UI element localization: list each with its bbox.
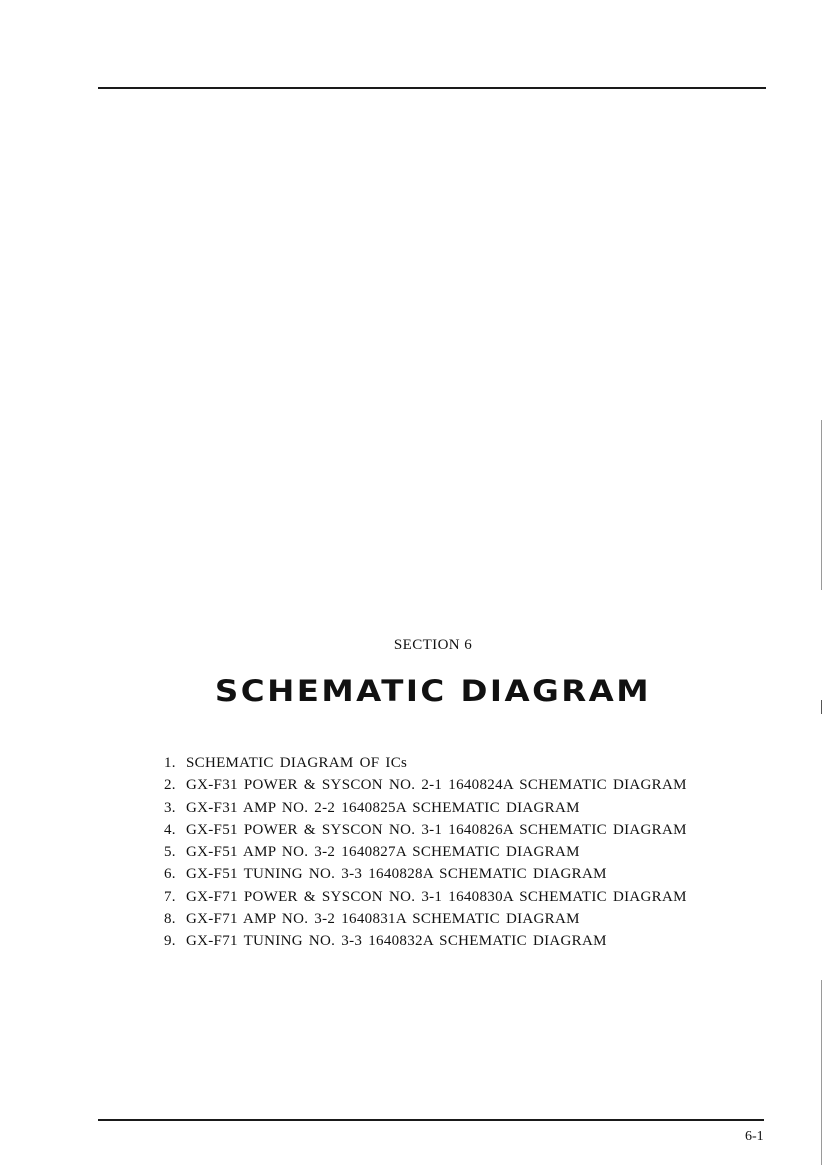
item-text: GX-F71 POWER & SYSCON NO. 3-1 1640830A SCHEMATIC DIAGRAM [186,888,687,905]
item-text: GX-F51 POWER & SYSCON NO. 3-1 1640826A SCHEMATIC DIAGRAM [186,821,687,838]
bottom-rule [98,1119,764,1121]
item-number: 4. [164,821,176,838]
top-rule [98,87,766,89]
item-text: GX-F31 POWER & SYSCON NO. 2-1 1640824A SCHEMATIC DIAGRAM [186,777,687,794]
list-item [164,797,687,819]
section-label: SECTION 6 [393,637,473,653]
item-number: 9. [164,933,176,950]
page-number: 6-1 [745,1129,764,1144]
item-number: 2. [164,777,176,794]
item-text: SCHEMATIC DIAGRAM OF ICs [186,755,408,771]
item-number: 5. [164,844,176,861]
list-item [164,930,687,952]
scan-edge-mark [821,420,822,590]
item-text: GX-F51 TUNING NO. 3-3 1640828A SCHEMATIC DIAGRAM [186,866,607,883]
scan-edge-mark [821,700,822,714]
list-item [164,863,687,885]
item-number: 6. [164,866,176,883]
page-title: SCHEMATIC DIAGRAM [214,674,652,708]
item-number: 8. [164,911,176,928]
item-text: GX-F51 AMP NO. 3-2 1640827A SCHEMATIC DIAGRAM [186,844,580,861]
item-number: 1. [164,755,176,771]
item-number: 7. [164,888,176,905]
item-text: GX-F71 TUNING NO. 3-3 1640832A SCHEMATIC DIAGRAM [186,933,607,950]
list-item [164,752,687,774]
list-item [164,908,687,930]
item-text: GX-F31 AMP NO. 2-2 1640825A SCHEMATIC DIAGRAM [186,799,580,816]
list-item [164,819,687,841]
scan-edge-mark [821,980,822,1165]
list-item [164,886,687,908]
item-text: GX-F71 AMP NO. 3-2 1640831A SCHEMATIC DIAGRAM [186,911,580,928]
contents-list [164,752,687,953]
list-item [164,774,687,796]
list-item [164,841,687,863]
item-number: 3. [164,799,176,816]
